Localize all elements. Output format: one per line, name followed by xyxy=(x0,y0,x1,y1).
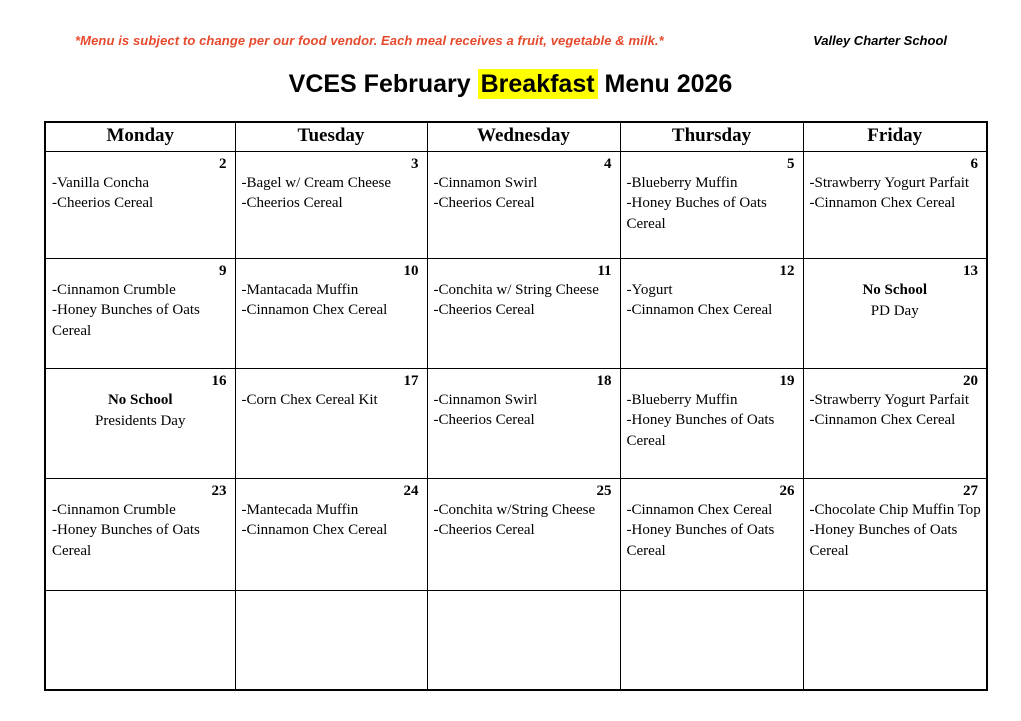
no-school-block xyxy=(804,280,987,322)
date-number: 24 xyxy=(403,482,419,499)
menu-item: -Strawberry Yogurt Parfait xyxy=(809,174,970,191)
date-number: 5 xyxy=(787,155,795,172)
date-number: 18 xyxy=(596,372,612,389)
menu-item: -Cinnamon Chex Cereal xyxy=(809,195,956,211)
menu-item: -Strawberry Yogurt Parfait xyxy=(809,391,970,408)
week-row-3 xyxy=(45,368,987,478)
menu-item: -Conchita w/ String Cheese xyxy=(433,281,599,298)
day-cell-19 xyxy=(620,368,803,478)
menu-item: -Cheerios Cereal xyxy=(433,302,535,318)
menu-items xyxy=(621,500,803,562)
menu-item: -Cinnamon Chex Cereal xyxy=(626,501,773,518)
day-cell-27 xyxy=(803,478,987,590)
menu-item: -Cheerios Cereal xyxy=(52,195,154,211)
day-header-tuesday: Tuesday xyxy=(235,122,427,151)
menu-items xyxy=(236,390,427,411)
menu-item: -Mantecada Muffin xyxy=(241,501,359,518)
day-cell-10 xyxy=(235,258,427,368)
day-cell-20 xyxy=(803,368,987,478)
day-cell-6 xyxy=(803,151,987,258)
day-cell-18 xyxy=(427,368,620,478)
week-row-2 xyxy=(45,258,987,368)
day-header-friday: Friday xyxy=(803,122,987,151)
menu-items xyxy=(804,500,987,562)
date-number: 27 xyxy=(963,482,978,499)
date-number: 10 xyxy=(403,262,419,279)
menu-item: -Cinnamon Chex Cereal xyxy=(241,522,388,538)
page-title-suffix: Menu 2026 xyxy=(597,70,733,98)
menu-items xyxy=(428,280,620,321)
menu-items xyxy=(621,173,803,235)
day-cell-17 xyxy=(235,368,427,478)
menu-item: -Cheerios Cereal xyxy=(433,195,535,211)
menu-item: -Corn Chex Cereal Kit xyxy=(241,391,378,408)
menu-item: -Cinnamon Swirl xyxy=(433,174,538,191)
no-school-block xyxy=(46,390,235,432)
day-header-wednesday: Wednesday xyxy=(427,122,620,151)
date-number: 13 xyxy=(963,262,978,279)
week-row-4 xyxy=(45,478,987,590)
day-cell-23 xyxy=(45,478,235,590)
day-cell-24 xyxy=(235,478,427,590)
date-number: 20 xyxy=(963,372,978,389)
date-number: 19 xyxy=(779,372,795,389)
menu-item: -Honey Bunches of Oats Cereal xyxy=(52,522,200,559)
menu-item: -Cinnamon Crumble xyxy=(52,501,176,518)
menu-items xyxy=(621,390,803,452)
date-number: 2 xyxy=(219,155,227,172)
date-number: 17 xyxy=(403,372,419,389)
date-number: 4 xyxy=(604,155,612,172)
date-number: 12 xyxy=(779,262,795,279)
menu-item: -Cinnamon Chex Cereal xyxy=(809,412,956,428)
menu-item: -Cinnamon Chex Cereal xyxy=(626,302,773,318)
day-cell-5 xyxy=(620,151,803,258)
menu-items xyxy=(46,500,235,562)
menu-items xyxy=(236,280,427,321)
menu-item: -Chocolate Chip Muffin Top xyxy=(809,501,981,518)
page-title-prefix: VCES February xyxy=(288,70,478,98)
week-row-5 xyxy=(45,590,987,690)
menu-items xyxy=(804,173,987,214)
menu-item: -Cinnamon Chex Cereal xyxy=(241,302,388,318)
empty-cell xyxy=(803,590,987,690)
menu-item: -Conchita w/String Cheese xyxy=(433,501,596,518)
empty-cell xyxy=(235,590,427,690)
day-header-monday: Monday xyxy=(45,122,235,151)
school-name: Valley Charter School xyxy=(813,33,947,48)
top-bar xyxy=(75,33,947,48)
day-cell-13 xyxy=(803,258,987,368)
day-cell-3 xyxy=(235,151,427,258)
menu-items xyxy=(236,500,427,541)
menu-item: -Cheerios Cereal xyxy=(433,412,535,428)
day-cell-12 xyxy=(620,258,803,368)
day-cell-2 xyxy=(45,151,235,258)
menu-item: -Blueberry Muffin xyxy=(626,391,738,408)
date-number: 9 xyxy=(219,262,227,279)
menu-item: -Honey Bunches of Oats Cereal xyxy=(52,302,200,339)
menu-items xyxy=(428,173,620,214)
day-cell-4 xyxy=(427,151,620,258)
menu-table-body xyxy=(45,151,987,690)
no-school-label: No School xyxy=(862,281,928,298)
day-header-row xyxy=(45,122,987,151)
menu-items xyxy=(46,173,235,214)
empty-cell xyxy=(45,590,235,690)
menu-items xyxy=(621,280,803,321)
empty-cell xyxy=(620,590,803,690)
menu-disclaimer: *Menu is subject to change per our food vendor. Each meal receives a fruit, vegetable & milk.* xyxy=(75,33,664,48)
menu-items xyxy=(428,500,620,541)
day-cell-9 xyxy=(45,258,235,368)
menu-item: -Honey Buches of Oats Cereal xyxy=(626,195,767,232)
no-school-reason: PD Day xyxy=(870,302,919,319)
date-number: 11 xyxy=(597,262,612,279)
week-row-1 xyxy=(45,151,987,258)
menu-table xyxy=(44,121,988,691)
menu-items xyxy=(428,390,620,431)
menu-item: -Yogurt xyxy=(626,281,673,298)
date-number: 25 xyxy=(596,482,612,499)
menu-item: -Vanilla Concha xyxy=(52,174,150,191)
date-number: 16 xyxy=(211,372,227,389)
day-cell-25 xyxy=(427,478,620,590)
day-cell-26 xyxy=(620,478,803,590)
day-header-thursday: Thursday xyxy=(620,122,803,151)
page-title xyxy=(0,70,1021,99)
menu-item: -Honey Bunches of Oats Cereal xyxy=(626,522,775,559)
menu-item: -Cinnamon Crumble xyxy=(52,281,176,298)
menu-items xyxy=(46,280,235,342)
menu-item: -Cheerios Cereal xyxy=(433,522,535,538)
day-cell-16 xyxy=(45,368,235,478)
menu-item: -Honey Bunches of Oats Cereal xyxy=(626,412,775,449)
menu-item: -Cinnamon Swirl xyxy=(433,391,538,408)
menu-items xyxy=(804,390,987,431)
no-school-label: No School xyxy=(107,391,173,408)
date-number: 3 xyxy=(411,155,419,172)
date-number: 26 xyxy=(779,482,795,499)
no-school-reason: Presidents Day xyxy=(95,412,186,429)
date-number: 6 xyxy=(970,155,978,172)
menu-item: -Cheerios Cereal xyxy=(241,195,343,211)
menu-item: -Blueberry Muffin xyxy=(626,174,738,191)
day-cell-11 xyxy=(427,258,620,368)
menu-items xyxy=(236,173,427,214)
page-title-highlighted-word: Breakfast xyxy=(478,69,598,99)
date-number: 23 xyxy=(211,482,227,499)
menu-item: -Bagel w/ Cream Cheese xyxy=(241,174,392,191)
empty-cell xyxy=(427,590,620,690)
menu-item: -Mantacada Muffin xyxy=(241,281,359,298)
menu-item: -Honey Bunches of Oats Cereal xyxy=(809,522,958,559)
